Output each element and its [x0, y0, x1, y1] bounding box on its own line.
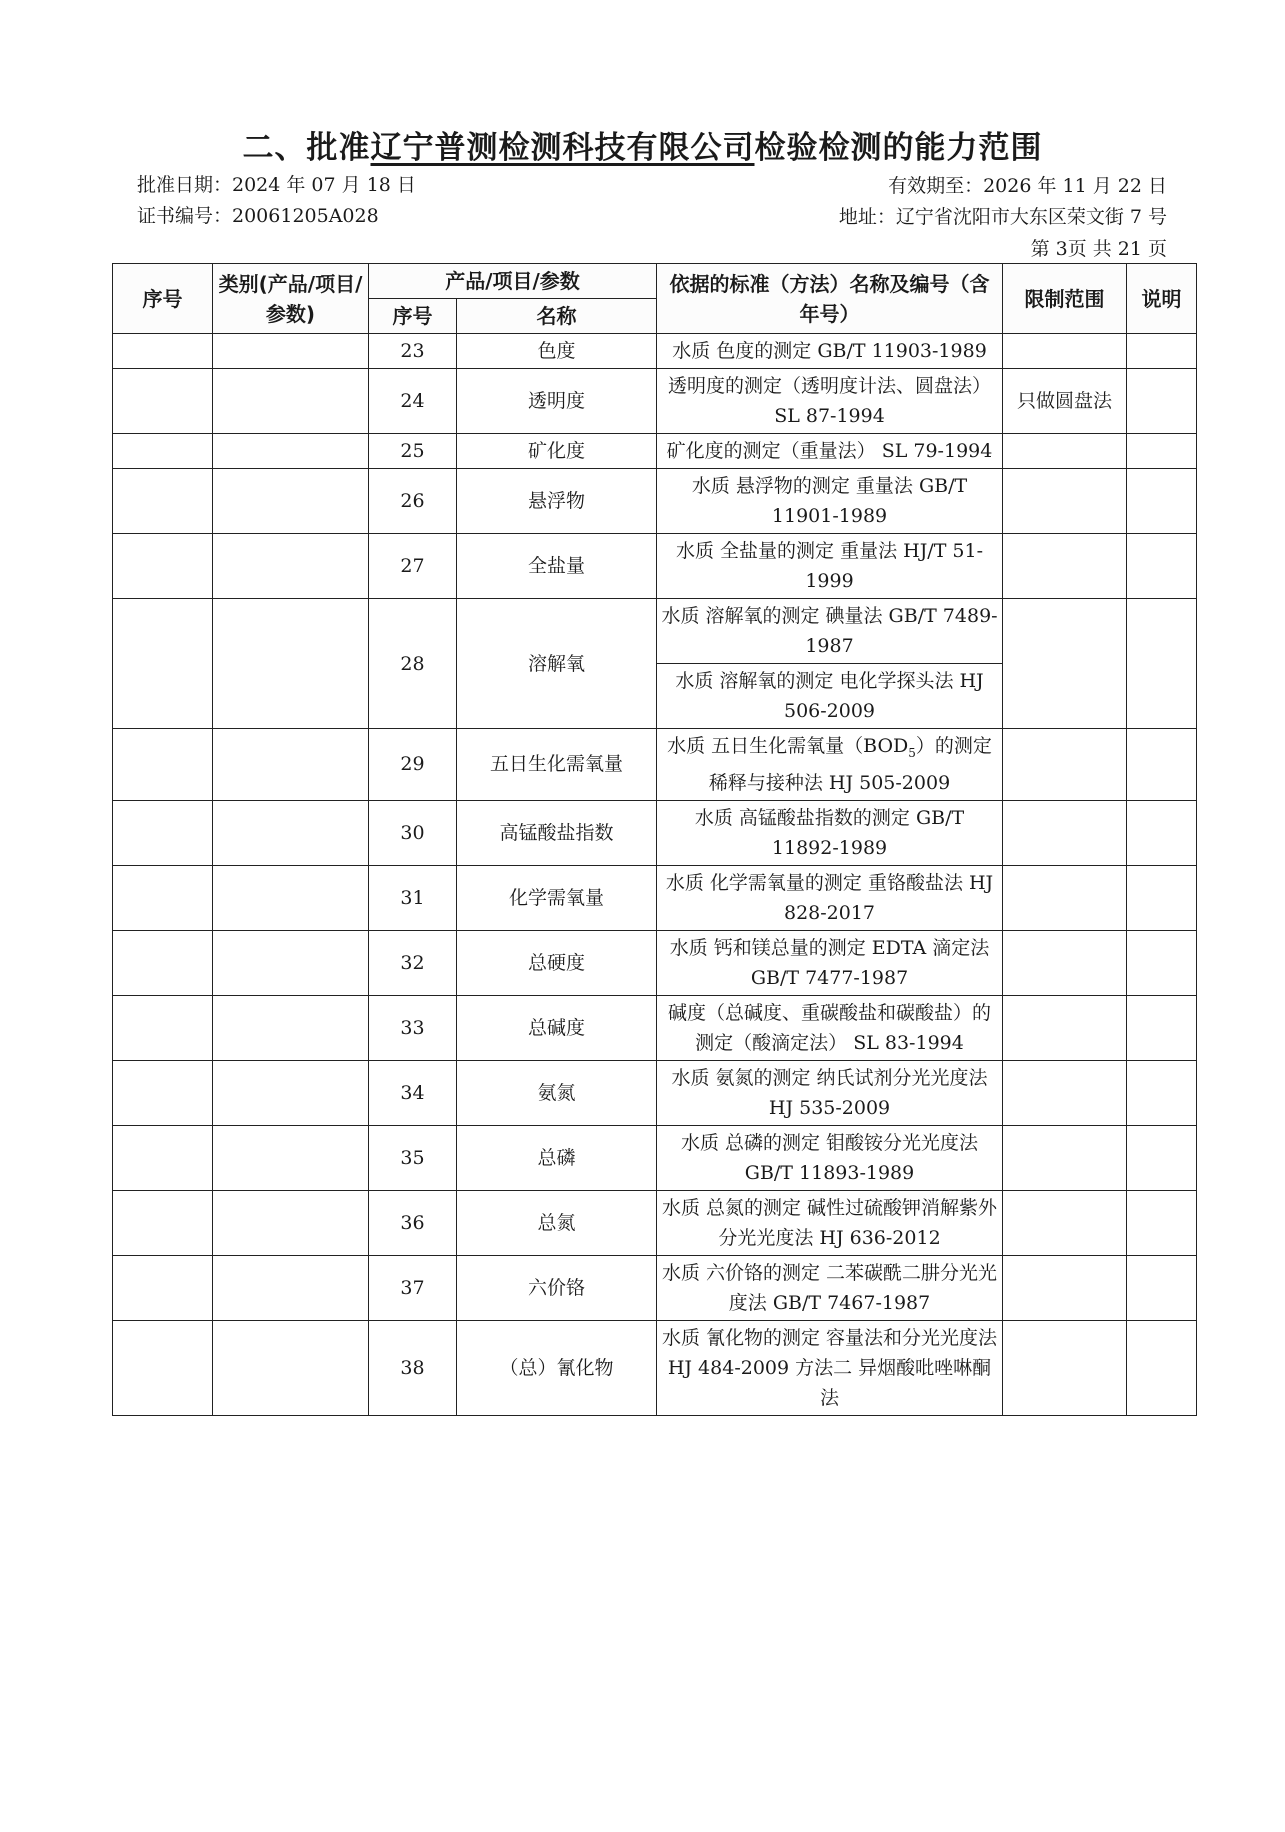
table-row	[113, 599, 1197, 664]
category-cell	[213, 599, 369, 729]
limit-cell	[1003, 995, 1127, 1060]
category-cell	[213, 534, 369, 599]
limit-cell	[1003, 334, 1127, 369]
seq-cell	[113, 599, 213, 729]
item-name: 全盐量	[457, 534, 657, 599]
category-cell	[213, 729, 369, 801]
item-number: 31	[369, 865, 457, 930]
standard-cell: 碱度（总碱度、重碳酸盐和碳酸盐）的测定（酸滴定法） SL 83-1994	[657, 995, 1003, 1060]
item-name: 透明度	[457, 369, 657, 434]
item-number: 35	[369, 1125, 457, 1190]
item-name: 色度	[457, 334, 657, 369]
note-cell	[1127, 995, 1197, 1060]
category-cell	[213, 1125, 369, 1190]
item-name: 氨氮	[457, 1060, 657, 1125]
standard-cell: 水质 五日生化需氧量$(BOD_5)$的测定 稀释与接种法 HJ 505-2009	[657, 729, 1003, 801]
limit-cell	[1003, 434, 1127, 469]
standard-cell: 水质 高锰酸盐指数的测定 GB/T 11892-1989	[657, 800, 1003, 865]
item-number: 24	[369, 369, 457, 434]
note-cell	[1127, 1060, 1197, 1125]
standard-cell: 水质 化学需氧量的测定 重铬酸盐法 HJ 828-2017	[657, 865, 1003, 930]
item-number: 33	[369, 995, 457, 1060]
seq-cell	[113, 469, 213, 534]
standard-cell: 水质 总氮的测定 碱性过硫酸钾消解紫外分光光度法 HJ 636-2012	[657, 1190, 1003, 1255]
category-cell	[213, 995, 369, 1060]
note-cell	[1127, 434, 1197, 469]
category-cell	[213, 1255, 369, 1320]
limit-cell	[1003, 729, 1127, 801]
item-number: 32	[369, 930, 457, 995]
item-name: 悬浮物	[457, 469, 657, 534]
table-row	[113, 995, 1197, 1060]
seq-cell	[113, 434, 213, 469]
item-name: 总碱度	[457, 995, 657, 1060]
table-row	[113, 534, 1197, 599]
note-cell	[1127, 865, 1197, 930]
limit-cell	[1003, 930, 1127, 995]
category-cell	[213, 1060, 369, 1125]
standard-cell: 水质 全盐量的测定 重量法 HJ/T 51-1999	[657, 534, 1003, 599]
seq-cell	[113, 729, 213, 801]
note-cell	[1127, 334, 1197, 369]
item-number: 30	[369, 800, 457, 865]
item-name: （总）氰化物	[457, 1320, 657, 1415]
seq-cell	[113, 1320, 213, 1415]
standard-cell: 水质 钙和镁总量的测定 EDTA 滴定法 GB/T 7477-1987	[657, 930, 1003, 995]
table-row	[113, 1320, 1197, 1415]
table-body	[113, 334, 1197, 1416]
category-cell	[213, 930, 369, 995]
item-name: 五日生化需氧量	[457, 729, 657, 801]
note-cell	[1127, 1125, 1197, 1190]
seq-cell	[113, 1125, 213, 1190]
approval-date: 批准日期：2024 年 07 月 18 日	[137, 174, 416, 196]
cert-number: 证书编号：20061205A028	[137, 205, 379, 227]
valid-until: 有效期至：2026 年 11 月 22 日	[888, 175, 1167, 197]
limit-cell	[1003, 1060, 1127, 1125]
limit-cell	[1003, 865, 1127, 930]
title-suffix: 检验检测的能力范围	[754, 130, 1043, 166]
item-number: 36	[369, 1190, 457, 1255]
header-product: 产品/项目/参数	[369, 264, 657, 299]
category-cell	[213, 434, 369, 469]
limit-cell	[1003, 1255, 1127, 1320]
table-row	[113, 334, 1197, 369]
category-cell	[213, 334, 369, 369]
limit-cell	[1003, 1320, 1127, 1415]
title-company: 辽宁普测检测科技有限公司	[370, 130, 755, 166]
category-cell	[213, 865, 369, 930]
standard-cell: 水质 色度的测定 GB/T 11903-1989	[657, 334, 1003, 369]
header-limit: 限制范围	[1003, 264, 1127, 334]
category-cell	[213, 1190, 369, 1255]
table-row	[113, 469, 1197, 534]
category-cell	[213, 1320, 369, 1415]
note-cell	[1127, 469, 1197, 534]
table-row	[113, 1190, 1197, 1255]
standard-cell: 水质 悬浮物的测定 重量法 GB/T 11901-1989	[657, 469, 1003, 534]
item-name: 矿化度	[457, 434, 657, 469]
limit-cell	[1003, 534, 1127, 599]
item-number: 23	[369, 334, 457, 369]
table-row	[113, 434, 1197, 469]
note-cell	[1127, 599, 1197, 729]
limit-cell	[1003, 599, 1127, 729]
note-cell	[1127, 534, 1197, 599]
item-name: 总硬度	[457, 930, 657, 995]
note-cell	[1127, 369, 1197, 434]
title-prefix: 二、批准	[242, 130, 371, 166]
note-cell	[1127, 729, 1197, 801]
limit-cell	[1003, 1125, 1127, 1190]
standard-cell: 透明度的测定（透明度计法、圆盘法） SL 87-1994	[657, 369, 1003, 434]
table-row	[113, 800, 1197, 865]
table-row	[113, 930, 1197, 995]
seq-cell	[113, 995, 213, 1060]
note-cell	[1127, 1190, 1197, 1255]
seq-cell	[113, 534, 213, 599]
standard-cell: 水质 总磷的测定 钼酸铵分光光度法 GB/T 11893-1989	[657, 1125, 1003, 1190]
seq-cell	[113, 369, 213, 434]
seq-cell	[113, 334, 213, 369]
item-number: 25	[369, 434, 457, 469]
item-name: 六价铬	[457, 1255, 657, 1320]
limit-cell	[1003, 800, 1127, 865]
table-row	[113, 369, 1197, 434]
standard-cell: 水质 溶解氧的测定 电化学探头法 HJ 506-2009	[657, 664, 1003, 729]
item-name: 高锰酸盐指数	[457, 800, 657, 865]
header-sub-seq: 序号	[369, 299, 457, 334]
standard-cell: 水质 溶解氧的测定 碘量法 GB/T 7489-1987	[657, 599, 1003, 664]
item-name: 化学需氧量	[457, 865, 657, 930]
item-number: 34	[369, 1060, 457, 1125]
seq-cell	[113, 865, 213, 930]
seq-cell	[113, 1255, 213, 1320]
item-name: 溶解氧	[457, 599, 657, 729]
standard-cell: 矿化度的测定（重量法） SL 79-1994	[657, 434, 1003, 469]
category-cell	[213, 369, 369, 434]
page-title	[0, 122, 1285, 167]
seq-cell	[113, 1190, 213, 1255]
category-cell	[213, 800, 369, 865]
table-row	[113, 1125, 1197, 1190]
header-sub-name: 名称	[457, 299, 657, 334]
limit-cell	[1003, 469, 1127, 534]
note-cell	[1127, 1320, 1197, 1415]
seq-cell	[113, 1060, 213, 1125]
item-number: 26	[369, 469, 457, 534]
table-row	[113, 1255, 1197, 1320]
item-number: 28	[369, 599, 457, 729]
item-number: 27	[369, 534, 457, 599]
table-row	[113, 1060, 1197, 1125]
item-number: 38	[369, 1320, 457, 1415]
note-cell	[1127, 800, 1197, 865]
note-cell	[1127, 930, 1197, 995]
item-name: 总磷	[457, 1125, 657, 1190]
table-row	[113, 865, 1197, 930]
standard-cell: 水质 氰化物的测定 容量法和分光光度法 HJ 484-2009 方法二 异烟酸吡唑啉酮法	[657, 1320, 1003, 1415]
item-name: 总氮	[457, 1190, 657, 1255]
header-note: 说明	[1127, 264, 1197, 334]
table-row	[113, 729, 1197, 801]
standard-cell: 水质 氨氮的测定 纳氏试剂分光光度法 HJ 535-2009	[657, 1060, 1003, 1125]
item-number: 29	[369, 729, 457, 801]
item-number: 37	[369, 1255, 457, 1320]
capability-table	[112, 263, 1197, 1416]
page-number: 第 3页 共 21 页	[1030, 238, 1167, 260]
category-cell	[213, 469, 369, 534]
header-category: 类别(产品/项目/参数)	[213, 264, 369, 334]
note-cell	[1127, 1255, 1197, 1320]
standard-cell: 水质 六价铬的测定 二苯碳酰二肼分光光度法 GB/T 7467-1987	[657, 1255, 1003, 1320]
limit-cell	[1003, 1190, 1127, 1255]
seq-cell	[113, 930, 213, 995]
limit-cell: 只做圆盘法	[1003, 369, 1127, 434]
header-standard: 依据的标准（方法）名称及编号（含年号）	[657, 264, 1003, 334]
seq-cell	[113, 800, 213, 865]
header-seq: 序号	[113, 264, 213, 334]
address: 地址：辽宁省沈阳市大东区荣文街 7 号	[838, 206, 1167, 228]
